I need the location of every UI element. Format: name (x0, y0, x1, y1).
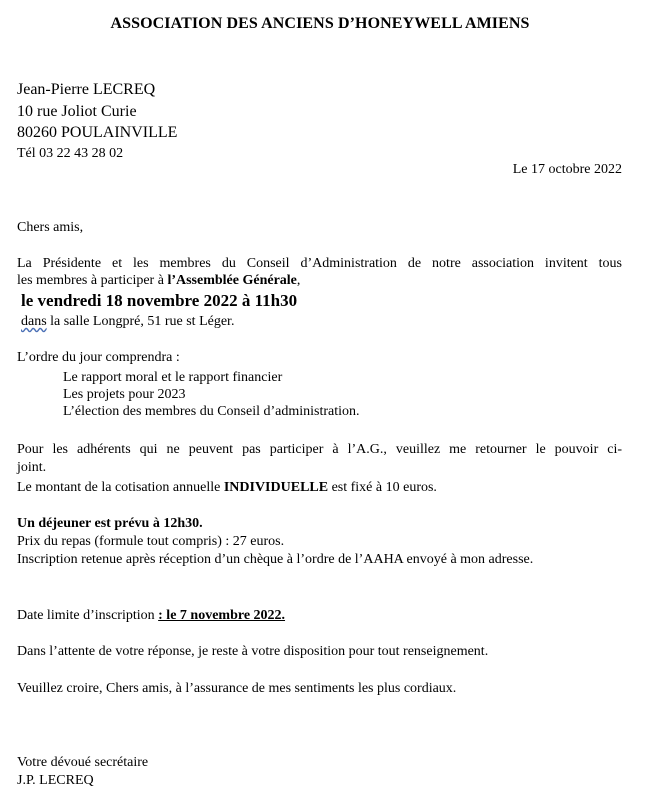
letter-title: ASSOCIATION DES ANCIENS D’HONEYWELL AMIENS (110, 15, 530, 32)
sender-street: 10 rue Joliot Curie (17, 103, 137, 120)
proxy-line-1: Pour les adhérents qui ne peuvent pas participer à l’A.G., veuillez me retourner le pouvoir ci- (17, 442, 622, 457)
event-location (21, 315, 234, 329)
lunch-registration: Inscription retenue après réception d’un chèque à l’ordre de l’AAHA envoyé à mon adresse. (17, 552, 534, 567)
agenda-item: L’élection des membres du Conseil d’administration. (63, 404, 360, 419)
invitation-suffix: , (296, 273, 301, 288)
greeting: Chers amis, (17, 220, 84, 235)
invitation-line-2 (17, 274, 300, 288)
signature-name: J.P. LECREQ (17, 773, 94, 788)
deadline-date: : le 7 novembre 2022. (158, 608, 286, 623)
sender-city: 80260 POULAINVILLE (17, 124, 178, 141)
dues-line (17, 481, 437, 495)
sender-name: Jean-Pierre LECREQ (17, 81, 156, 98)
lunch-price: Prix du repas (formule tout compris) : 27 euros. (17, 534, 285, 549)
assembly-name: l’Assemblée Générale (167, 273, 297, 288)
lunch-heading-text: Un déjeuner est prévu à 12h30. (17, 516, 203, 531)
agenda-item: Les projets pour 2023 (63, 387, 186, 402)
location-word: dans (21, 314, 47, 329)
deadline-prefix: Date limite d’inscription (17, 608, 159, 623)
closing-line-2: Veuillez croire, Chers amis, à l’assurance de mes sentiments les plus cordiaux. (17, 681, 457, 696)
location-rest: la salle Longpré, 51 rue st Léger. (46, 314, 235, 329)
signature-role: Votre dévoué secrétaire (17, 755, 149, 770)
proxy-line-2: joint. (17, 460, 47, 475)
event-datetime: le vendredi 18 novembre 2022 à 11h30 (21, 291, 298, 310)
letter-date: Le 17 octobre 2022 (512, 162, 622, 177)
sender-phone: Tél 03 22 43 28 02 (17, 146, 124, 161)
agenda-item: Le rapport moral et le rapport financier (63, 370, 283, 385)
agenda-intro: L’ordre du jour comprendra : (17, 350, 180, 365)
dues-suffix: est fixé à 10 euros. (328, 480, 437, 495)
invitation-line-1: La Présidente et les membres du Conseil d’Administration de notre association invitent tous (17, 256, 622, 271)
dues-category: INDIVIDUELLE (223, 480, 329, 495)
lunch-heading (17, 517, 203, 531)
dues-prefix: Le montant de la cotisation annuelle (17, 480, 224, 495)
closing-line-1: Dans l’attente de votre réponse, je reste à votre disposition pour tout renseignement. (17, 644, 489, 659)
invitation-prefix: les membres à participer à (17, 273, 168, 288)
deadline-line (17, 609, 285, 623)
